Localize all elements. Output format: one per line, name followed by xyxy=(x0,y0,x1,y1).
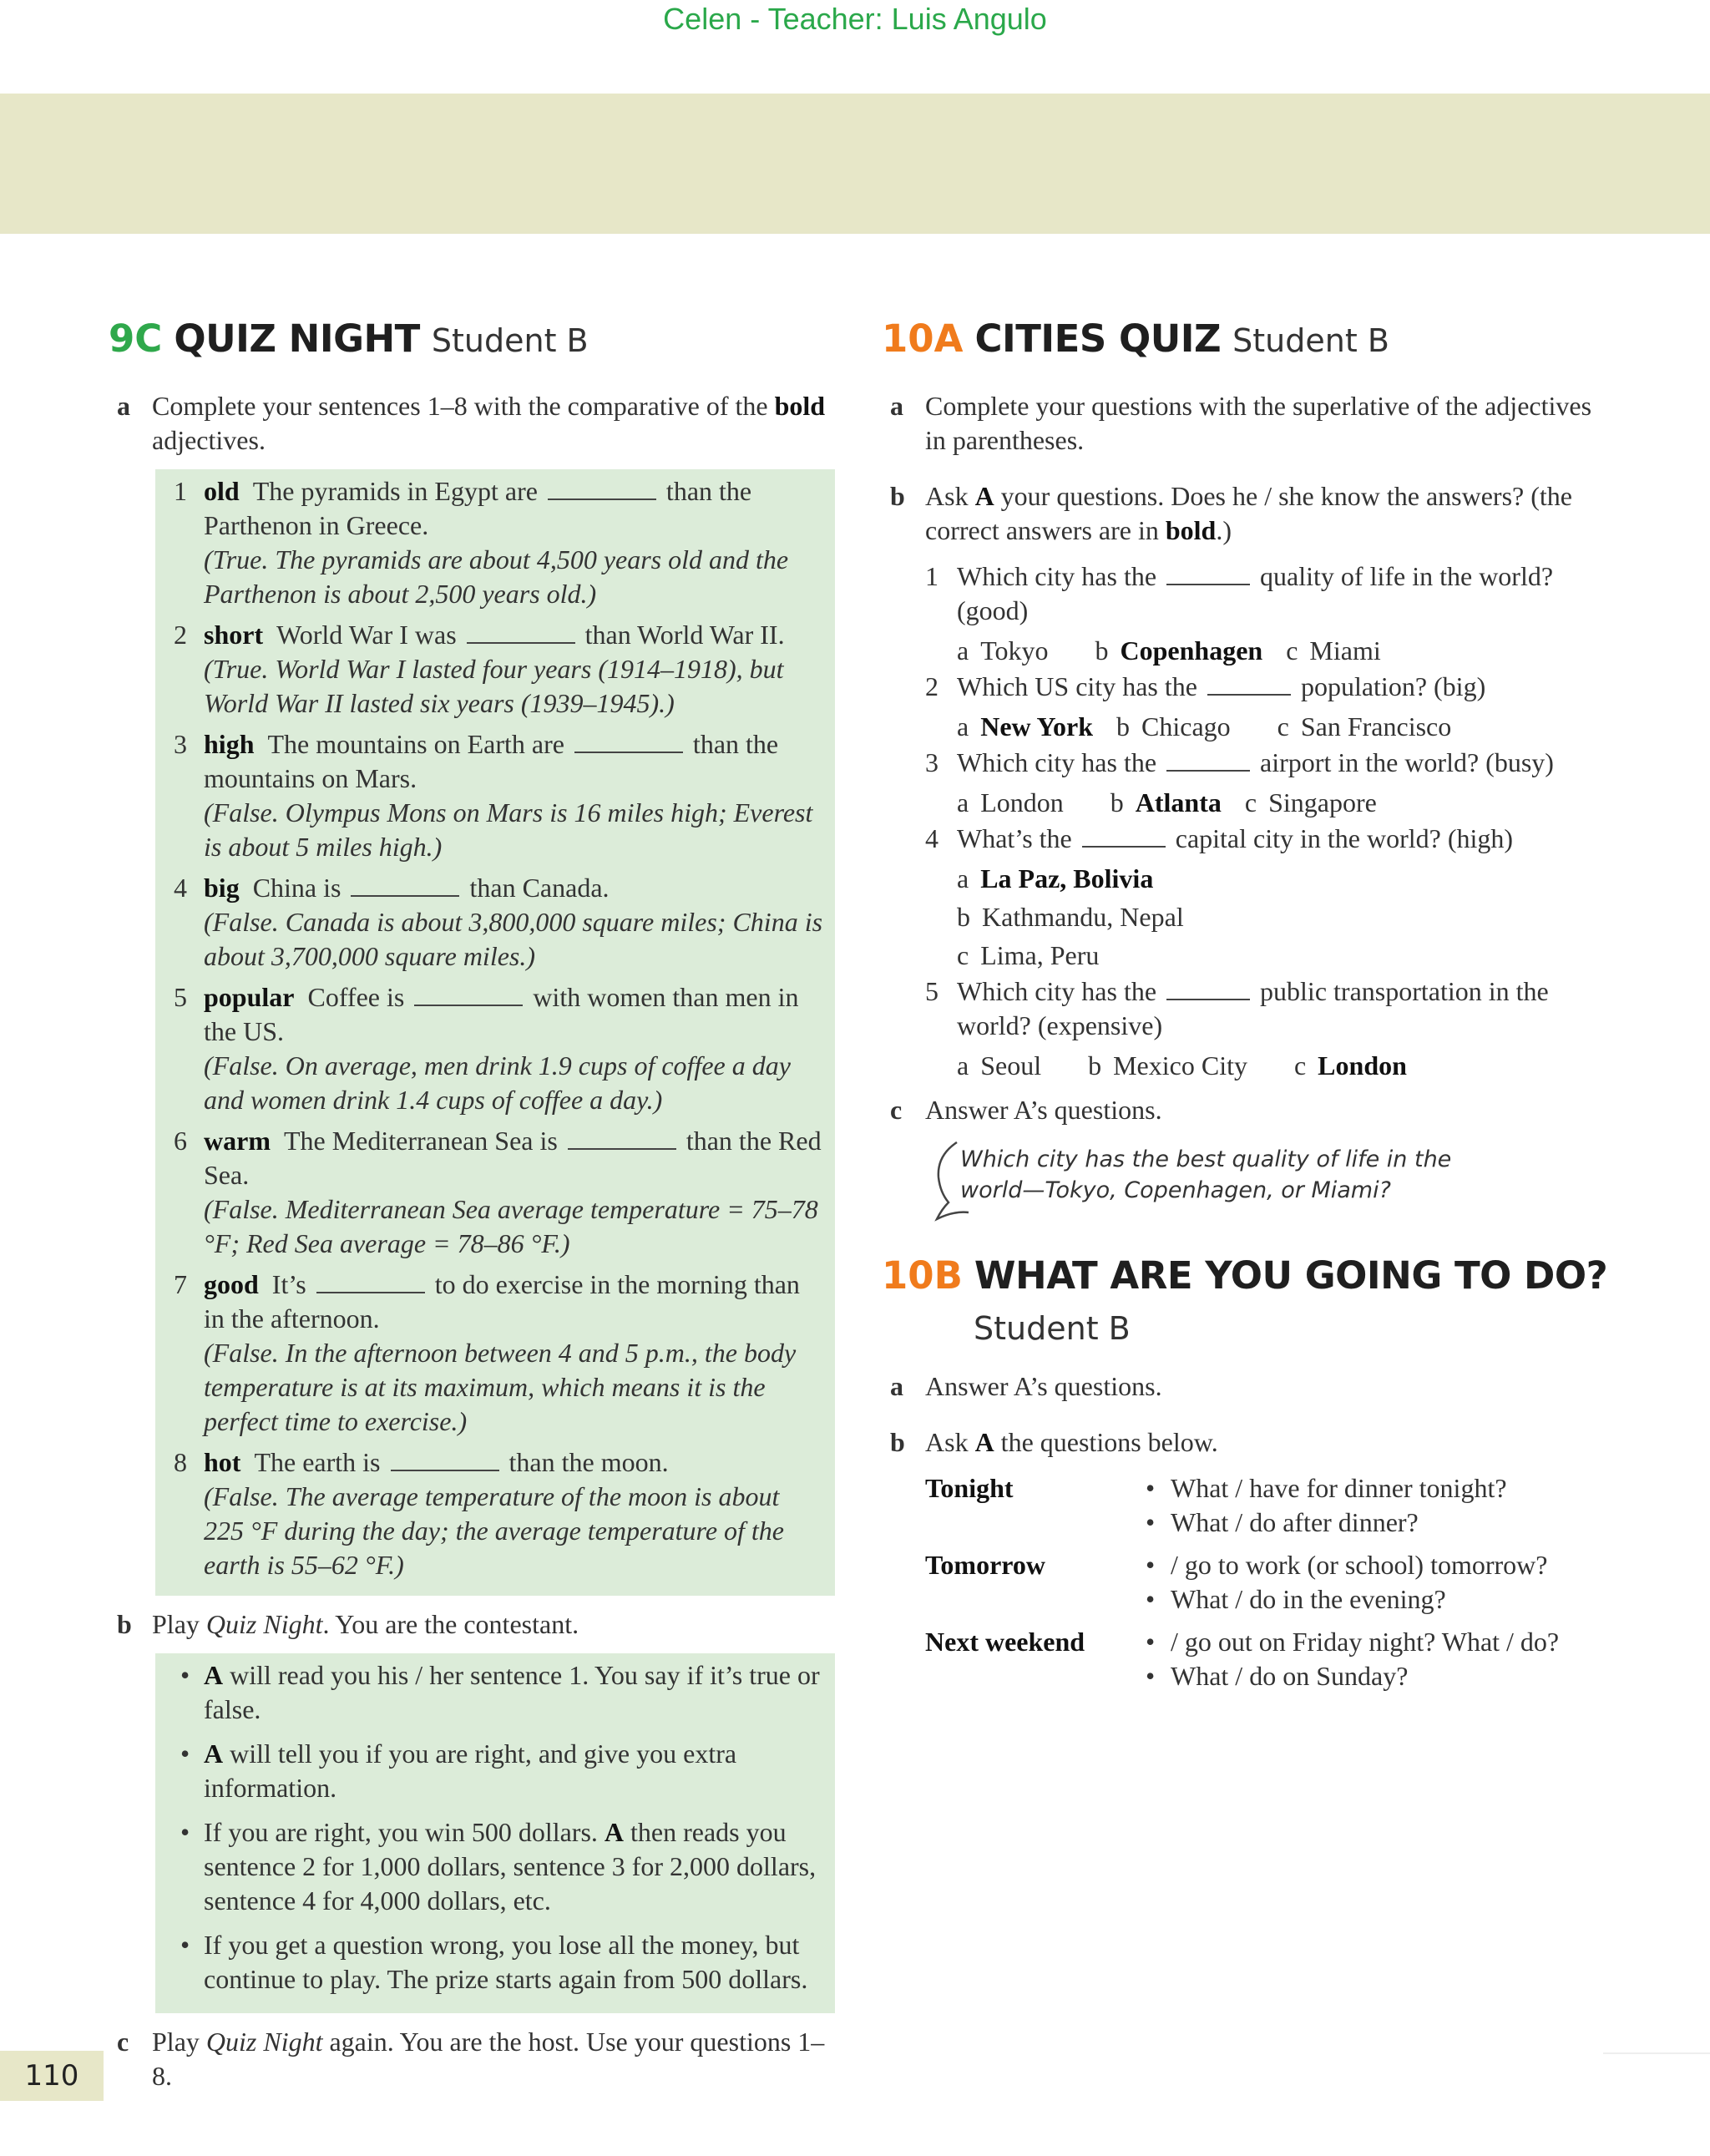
footer-rule xyxy=(1603,2052,1710,2054)
instruction-text: the questions below. xyxy=(994,1427,1218,1457)
answer-option xyxy=(957,936,1616,974)
correct-answer: La Paz, Bolivia xyxy=(980,863,1154,893)
item-adjective: old xyxy=(204,476,240,506)
answer-blank xyxy=(1166,748,1250,772)
quiz-item xyxy=(169,1445,825,1582)
answer-option xyxy=(1245,787,1400,817)
item-adjective: hot xyxy=(204,1447,241,1477)
city-question xyxy=(925,746,1616,780)
item-text: The earth is xyxy=(254,1447,381,1477)
answer-option xyxy=(1110,787,1222,817)
answer-blank xyxy=(316,1270,425,1293)
answer-options xyxy=(957,631,1616,670)
option-text: Kathmandu, Nepal xyxy=(982,902,1184,932)
rule-text: will tell you if you are right, and give you extra information. xyxy=(204,1738,737,1803)
section-9c xyxy=(109,316,835,2105)
item-text: The Mediterranean Sea is xyxy=(283,1126,558,1156)
option-letter: c xyxy=(1277,711,1289,741)
option-text: London xyxy=(980,787,1064,817)
quiz-item xyxy=(169,618,825,721)
section-heading xyxy=(882,316,1616,371)
rule-item xyxy=(169,1815,825,1918)
schedule-prompt: • What / do on Sunday? xyxy=(1142,1659,1559,1693)
item-number: 7 xyxy=(174,1269,187,1299)
option-letter: c xyxy=(957,940,969,970)
quiz-item xyxy=(169,871,825,974)
item-answer-note: (False. Olympus Mons on Mars is 16 miles high; Everest is about 5 miles high.) xyxy=(204,797,813,862)
section-student: Student B xyxy=(431,322,589,359)
answer-blank xyxy=(467,620,575,644)
item-number: 6 xyxy=(174,1126,187,1156)
schedule-prompts xyxy=(1142,1471,1507,1540)
instruction-bold: bold xyxy=(1165,515,1217,545)
item-text: with women than men in the US. xyxy=(204,982,799,1046)
option-text: Miami xyxy=(1309,635,1381,666)
item-adjective: short xyxy=(204,620,264,650)
question-number: 1 xyxy=(925,561,938,591)
section-heading-10b xyxy=(882,1253,1616,1308)
question-text: quality of life in the world? (good) xyxy=(957,561,1554,625)
quiz-item xyxy=(169,980,825,1117)
city-questions xyxy=(882,559,1616,1085)
schedule-row xyxy=(925,1548,1616,1617)
step-letter: c xyxy=(890,1095,903,1125)
rule-text: If you get a question wrong, you lose all the money, but continue to play. The prize starts again from 500 dollars. xyxy=(204,1930,808,1994)
instruction-b xyxy=(882,1425,1616,1460)
answer-option xyxy=(1116,711,1254,741)
section-title: CITIES QUIZ xyxy=(974,316,1222,361)
question-number: 5 xyxy=(925,976,938,1006)
item-text: The mountains on Earth are xyxy=(267,729,564,759)
option-letter: a xyxy=(957,787,969,817)
item-adjective: big xyxy=(204,873,240,903)
instruction-text: Ask xyxy=(925,1427,975,1457)
item-adjective: high xyxy=(204,729,255,759)
correct-answer: Copenhagen xyxy=(1120,635,1263,666)
answer-blank xyxy=(548,477,656,500)
answer-option xyxy=(1286,635,1404,666)
instruction-text: Answer A’s questions. xyxy=(925,1095,1162,1125)
instruction-a xyxy=(882,1369,1616,1404)
city-question xyxy=(925,559,1616,628)
schedule-prompt: • / go out on Friday night? What / do? xyxy=(1142,1625,1559,1659)
rule-text: will read you his / her sentence 1. You say if it’s true or false. xyxy=(204,1660,820,1724)
schedule-prompt: • What / do after dinner? xyxy=(1142,1506,1507,1540)
instruction-b xyxy=(882,479,1616,548)
step-letter: b xyxy=(890,481,905,511)
answer-blank xyxy=(574,730,683,753)
option-text: Chicago xyxy=(1141,711,1231,741)
answer-blank xyxy=(1166,977,1250,1000)
item-answer-note: (False. In the afternoon between 4 and 5 p.m., the body temperature is at its maximum, which means it is the perfect time to exercise.) xyxy=(204,1338,797,1436)
schedule-label: Tomorrow xyxy=(925,1550,1045,1580)
instruction-text: Play xyxy=(152,1609,206,1639)
item-answer-note: (False. On average, men drink 1.9 cups of coffee a day and women drink 1.4 cups of coffee a day.) xyxy=(204,1050,791,1115)
question-text: airport in the world? (busy) xyxy=(1260,747,1554,777)
option-letter: a xyxy=(957,711,969,741)
item-answer-note: (False. Mediterranean Sea average temperature = 75–78 °F; Red Sea average = 78–86 °F.) xyxy=(204,1194,818,1258)
rule-bold: A xyxy=(204,1660,224,1690)
answer-option xyxy=(957,859,1616,898)
answer-blank xyxy=(1082,824,1166,848)
step-letter: a xyxy=(890,391,903,421)
answer-blank xyxy=(568,1126,676,1150)
option-letter: a xyxy=(957,635,969,666)
question-text: capital city in the world? (high) xyxy=(1175,823,1514,853)
item-adjective: good xyxy=(204,1269,259,1299)
section-code: 9C xyxy=(109,316,163,361)
answer-option xyxy=(957,711,1093,741)
question-text: Which city has the xyxy=(957,976,1157,1006)
speech-bubble xyxy=(932,1139,1466,1219)
rules-list xyxy=(169,1658,825,1997)
instruction-text: .) xyxy=(1216,515,1232,545)
instruction-bold: A xyxy=(974,481,994,511)
answer-option xyxy=(957,898,1616,936)
option-text: Lima, Peru xyxy=(980,940,1100,970)
option-text: Singapore xyxy=(1268,787,1377,817)
item-number: 5 xyxy=(174,982,187,1012)
question-number: 3 xyxy=(925,747,938,777)
instruction-italic: Quiz Night xyxy=(205,1609,323,1639)
item-number: 8 xyxy=(174,1447,187,1477)
instruction-text: Complete your questions with the superlative of the adjectives in parentheses. xyxy=(925,391,1592,455)
option-text: Tokyo xyxy=(980,635,1049,666)
rule-bold: A xyxy=(204,1738,224,1769)
item-adjective: warm xyxy=(204,1126,271,1156)
option-letter: c xyxy=(1244,787,1257,817)
correct-answer: Atlanta xyxy=(1135,787,1222,817)
step-letter: b xyxy=(117,1609,132,1639)
quiz-item xyxy=(169,1124,825,1261)
section-title: WHAT ARE YOU GOING TO DO? xyxy=(974,1253,1608,1298)
instruction-a xyxy=(882,389,1616,458)
option-letter: b xyxy=(1116,711,1130,741)
quiz-item xyxy=(169,1268,825,1439)
instruction-text: Answer A’s questions. xyxy=(925,1371,1162,1401)
answer-option xyxy=(1294,1050,1407,1081)
option-letter: c xyxy=(1293,1050,1307,1081)
item-text: to do exercise in the morning than in the afternoon. xyxy=(204,1269,800,1334)
instruction-text: your questions. Does he / she know the answers? (the correct answers are in xyxy=(925,481,1572,545)
schedule-label: Tonight xyxy=(925,1473,1014,1503)
option-letter: c xyxy=(1286,635,1298,666)
item-text: than the Red Sea. xyxy=(204,1126,822,1190)
section-student: Student B xyxy=(1232,322,1389,359)
rules-box xyxy=(155,1653,835,2013)
city-question xyxy=(925,822,1616,856)
schedule-label: Next weekend xyxy=(925,1627,1085,1657)
question-text: Which US city has the xyxy=(957,671,1197,701)
rule-item xyxy=(169,1658,825,1727)
instruction-bold: A xyxy=(974,1427,994,1457)
item-number: 3 xyxy=(174,729,187,759)
item-answer-note: (True. The pyramids are about 4,500 years old and the Parthenon is about 2,500 years old.) xyxy=(204,544,789,609)
item-number: 2 xyxy=(174,620,187,650)
option-letter: b xyxy=(1110,787,1124,817)
item-number: 4 xyxy=(174,873,187,903)
section-student: Student B xyxy=(974,1310,1131,1347)
item-adjective: popular xyxy=(204,982,295,1012)
schedule-row xyxy=(925,1625,1616,1693)
schedule-prompt: • / go to work (or school) tomorrow? xyxy=(1142,1548,1547,1582)
page-number: 110 xyxy=(0,2051,104,2101)
speech-bubble-text: Which city has the best quality of life in the world—Tokyo, Copenhagen, or Miami? xyxy=(960,1146,1452,1203)
schedule-prompt: • What / do in the evening? xyxy=(1142,1582,1547,1617)
schedule-row xyxy=(925,1471,1616,1540)
answer-blank xyxy=(414,983,523,1006)
option-text: San Francisco xyxy=(1300,711,1452,741)
rule-text: If you are right, you win 500 dollars. xyxy=(204,1817,605,1847)
instruction-a xyxy=(109,389,835,458)
item-text: The pyramids in Egypt are xyxy=(252,476,538,506)
item-text: It’s xyxy=(271,1269,306,1299)
section-10a xyxy=(882,316,1616,1702)
instruction-italic: Quiz Night xyxy=(205,2027,323,2057)
answer-option xyxy=(1277,711,1475,741)
answer-blank xyxy=(351,873,459,897)
question-text: public transportation in the world? (expensive) xyxy=(957,976,1549,1040)
correct-answer: New York xyxy=(980,711,1093,741)
item-text: Coffee is xyxy=(307,982,405,1012)
instruction-text: again. You are the host. Use your questions 1–8. xyxy=(152,2027,825,2091)
item-text: than the moon. xyxy=(508,1447,669,1477)
rule-bold: A xyxy=(604,1817,625,1847)
instruction-c xyxy=(109,2025,835,2093)
instruction-text: Play xyxy=(152,2027,206,2057)
quiz-sentences-box xyxy=(155,469,835,1596)
option-letter: b xyxy=(957,902,970,932)
rule-text: then reads you sentence 2 for 1,000 dollars, sentence 3 for 2,000 dollars, sentence 4 for 4,000 dollars, etc. xyxy=(204,1817,817,1916)
rule-item xyxy=(169,1928,825,1997)
item-answer-note: (False. The average temperature of the moon is about 225 °F during the day; the average temperature of the earth is 55–62 °F.) xyxy=(204,1481,784,1580)
item-answer-note: (False. Canada is about 3,800,000 square miles; China is about 3,700,000 square miles.) xyxy=(204,907,823,971)
answer-options xyxy=(957,1046,1616,1085)
city-question xyxy=(925,670,1616,704)
step-letter: a xyxy=(117,391,130,421)
schedule-prompts xyxy=(1142,1625,1559,1693)
correct-answer: London xyxy=(1318,1050,1407,1081)
item-text: than Canada. xyxy=(469,873,610,903)
item-text: than the mountains on Mars. xyxy=(204,729,779,793)
answer-option xyxy=(957,1050,1065,1081)
option-letter: a xyxy=(957,863,969,893)
answer-options xyxy=(957,783,1616,822)
quiz-item xyxy=(169,727,825,864)
answer-blank xyxy=(1166,562,1250,585)
answer-options xyxy=(957,707,1616,746)
item-answer-note: (True. World War I lasted four years (1914–1918), but World War II lasted six years (1939–1945).) xyxy=(204,654,784,718)
item-text: World War I was xyxy=(276,620,457,650)
question-text: Which city has the xyxy=(957,561,1157,591)
instruction-text: Complete your sentences 1–8 with the comparative of the xyxy=(152,391,775,421)
option-text: Mexico City xyxy=(1113,1050,1247,1081)
instruction-text: adjectives. xyxy=(152,425,266,455)
question-text: population? (big) xyxy=(1300,671,1486,701)
answer-blank xyxy=(391,1448,499,1471)
option-text: Seoul xyxy=(980,1050,1042,1081)
item-number: 1 xyxy=(174,476,187,506)
instruction-text: . You are the contestant. xyxy=(322,1609,579,1639)
city-question xyxy=(925,974,1616,1043)
answer-options xyxy=(957,859,1616,974)
rule-item xyxy=(169,1737,825,1805)
question-text: What’s the xyxy=(957,823,1072,853)
step-letter: b xyxy=(890,1427,905,1457)
instruction-text: Ask xyxy=(925,481,975,511)
question-text: Which city has the xyxy=(957,747,1157,777)
answer-blank xyxy=(1207,672,1291,696)
answer-option xyxy=(1095,635,1263,666)
instruction-c xyxy=(882,1093,1616,1127)
quiz-item xyxy=(169,474,825,611)
schedule-prompt: • What / have for dinner tonight? xyxy=(1142,1471,1507,1506)
schedule-table xyxy=(925,1471,1616,1693)
question-number: 2 xyxy=(925,671,938,701)
step-letter: a xyxy=(890,1371,903,1401)
schedule-prompts xyxy=(1142,1548,1547,1617)
option-letter: a xyxy=(957,1050,969,1081)
question-number: 4 xyxy=(925,823,938,853)
option-letter: b xyxy=(1088,1050,1102,1081)
option-letter: b xyxy=(1095,635,1109,666)
header-band xyxy=(0,94,1710,234)
instruction-bold: bold xyxy=(774,391,826,421)
answer-option xyxy=(957,635,1072,666)
watermark: Celen - Teacher: Luis Angulo xyxy=(663,2,1047,36)
answer-option xyxy=(1088,1050,1271,1081)
instruction-b xyxy=(109,1607,835,1642)
item-text: than the Parthenon in Greece. xyxy=(204,476,752,540)
section-heading xyxy=(109,316,835,371)
item-text: China is xyxy=(252,873,341,903)
section-title: QUIZ NIGHT xyxy=(174,316,420,361)
item-text: than World War II. xyxy=(584,620,785,650)
section-code: 10A xyxy=(882,316,964,361)
answer-option xyxy=(957,787,1087,817)
section-code: 10B xyxy=(882,1253,963,1298)
step-letter: c xyxy=(117,2027,129,2057)
